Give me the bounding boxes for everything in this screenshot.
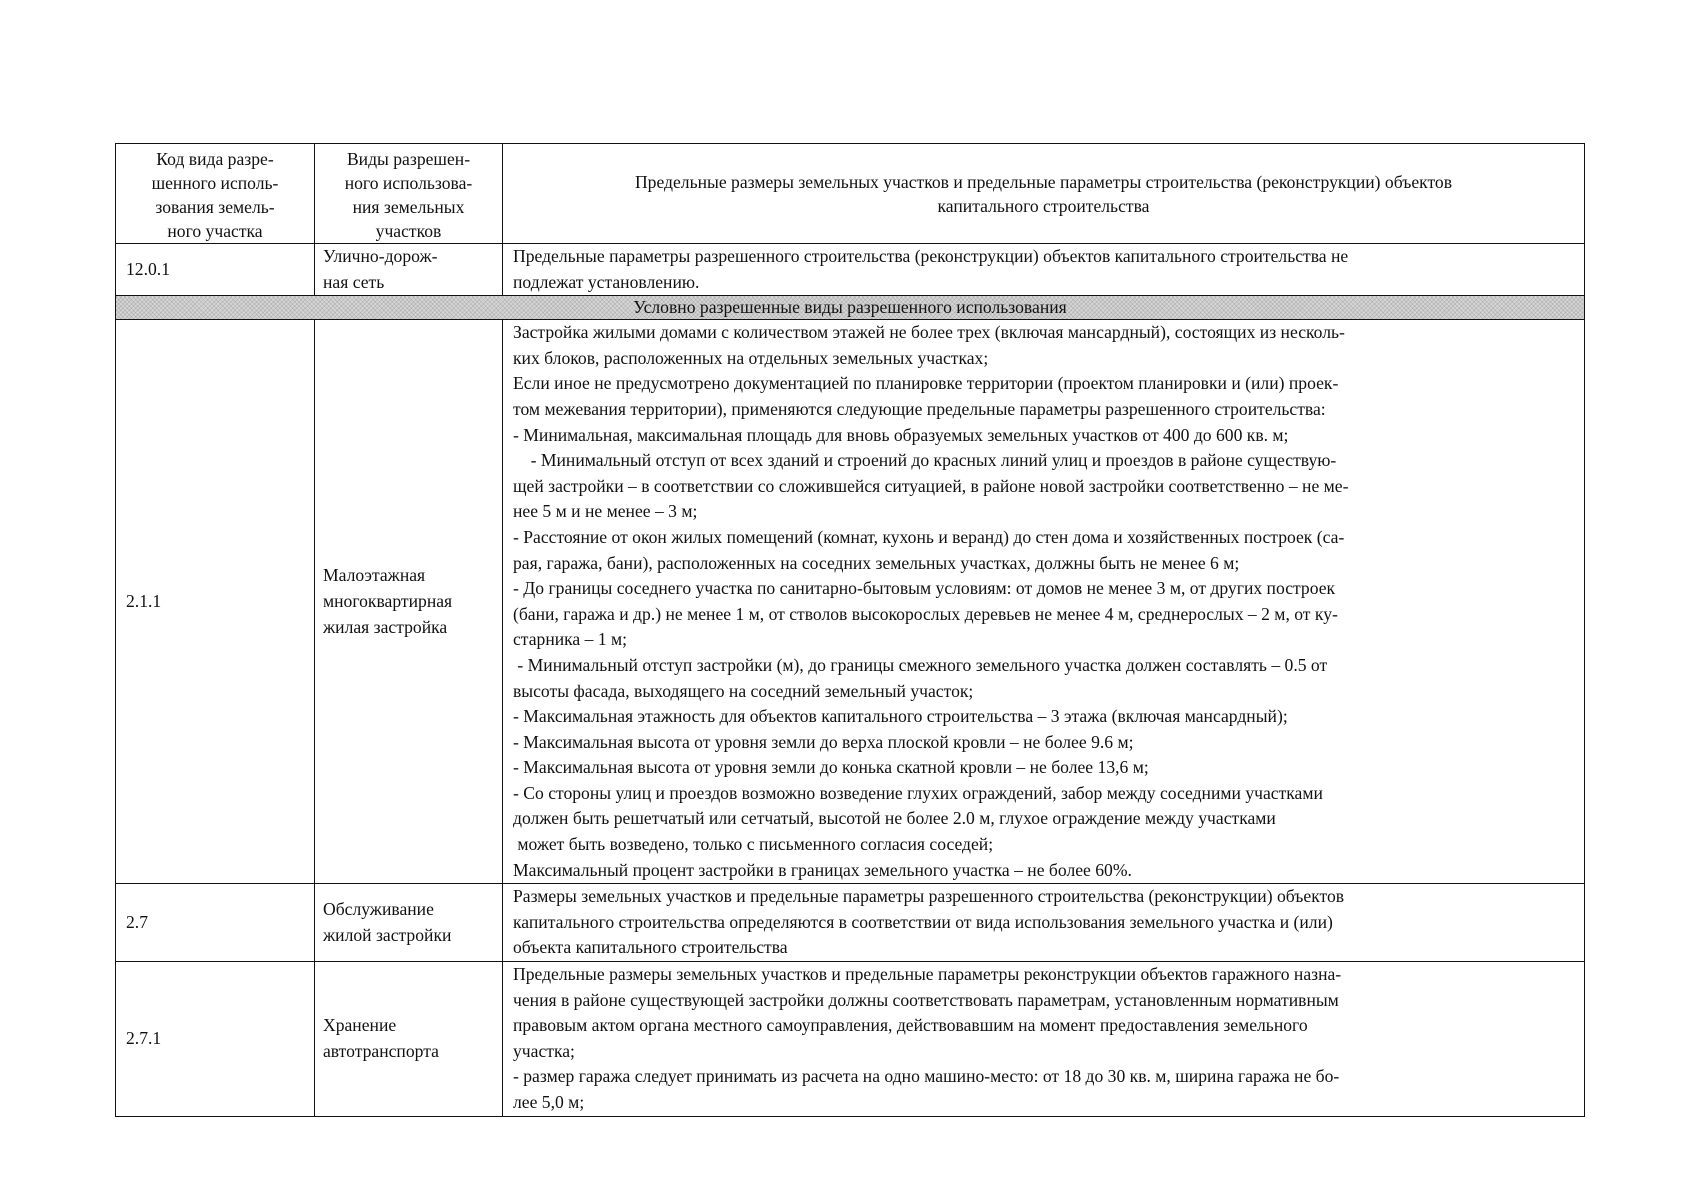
row-params-line: Застройка жилыми домами с количеством этажей не более трех (включая мансардный), состоящих из несколь- <box>513 322 1345 343</box>
header-kind-line: ного использова- <box>344 173 473 193</box>
row-params-line: - Минимальный отступ от всех зданий и строений до красных линий улиц и проездов в районе существую- <box>513 450 1337 471</box>
row-params-line: подлежат установлению. <box>513 271 700 292</box>
section-header-row <box>116 296 1585 320</box>
header-code-line: шенного исполь- <box>151 173 279 193</box>
header-code-line: Код вида разре- <box>156 149 274 169</box>
header-params <box>503 144 1585 244</box>
header-code <box>116 144 315 244</box>
row-params-line: - Максимальная высота от уровня земли до верха плоской кровли – не более 9.6 м; <box>513 731 1134 752</box>
row-params-line: - До границы соседнего участка по санитарно-бытовым условиям: от домов не менее 3 м, от других построек <box>513 578 1336 599</box>
row-params-line: капитального строительства определяются в соответствии от вида использования земельного участка и (или) <box>513 911 1333 932</box>
section-title: Условно разрешенные виды разрешенного использования <box>116 296 1585 320</box>
header-code-line: ного участка <box>167 221 263 241</box>
land-use-regulations-table <box>115 143 1585 1117</box>
row-params-line: - Максимальная высота от уровня земли до конька скатной кровли – не более 13,6 м; <box>513 757 1149 778</box>
row-params-line: (бани, гаража и др.) не менее 1 м, от стволов высокорослых деревьев не менее 4 м, среднерослых – 2 м, от ку- <box>513 603 1338 624</box>
row-params-line: - размер гаража следует принимать из расчета на одно машино-место: от 18 до 30 кв. м, ширина гаража не бо- <box>513 1066 1340 1087</box>
row-params-line: может быть возведено, только с письменного согласия соседей; <box>513 834 994 855</box>
row-code: 2.7 <box>116 884 315 962</box>
row-kind-line: ная сеть <box>323 271 385 292</box>
header-kind-line: участков <box>375 221 442 241</box>
row-params-line: - Расстояние от окон жилых помещений (комнат, кухонь и веранд) до стен дома и хозяйственных построек (са- <box>513 526 1345 547</box>
row-params-line: объекта капитального строительства <box>513 937 788 958</box>
row-code: 2.1.1 <box>116 320 315 884</box>
row-kind-line: Обслуживание <box>323 899 434 920</box>
table-row <box>116 884 1585 962</box>
header-params-line: Предельные размеры земельных участков и предельные параметры строительства (реконструкции) объектов <box>634 171 1453 192</box>
row-params-line: Размеры земельных участков и предельные параметры разрешенного строительства (реконструкции) объектов <box>513 886 1345 907</box>
table-row <box>116 320 1585 884</box>
row-params-line: участка; <box>513 1040 575 1061</box>
row-kind-line: Хранение <box>323 1015 397 1036</box>
row-params-line: Предельные параметры разрешенного строительства (реконструкции) объектов капитального строительства не <box>513 246 1349 266</box>
row-params-line: должен быть решетчатый или сетчатый, высотой не более 2.0 м, глухое ограждение между участками <box>513 808 1276 829</box>
row-params-line: щей застройки – в соответствии со сложившейся ситуацией, в районе новой застройки соответственно – не ме- <box>513 475 1349 496</box>
row-params-line: высоты фасада, выходящего на соседний земельный участок; <box>513 680 974 701</box>
row-kind <box>315 884 503 962</box>
header-kind-line: Виды разрешен- <box>346 149 471 169</box>
row-params-line: - Минимальная, максимальная площадь для вновь образуемых земельных участков от 400 до 600 кв. м; <box>513 424 1289 445</box>
row-params <box>503 884 1585 962</box>
row-kind-line: многоквартирная <box>323 590 453 611</box>
header-params-line: капитального строительства <box>937 195 1150 216</box>
row-code: 2.7.1 <box>116 962 315 1117</box>
row-params <box>503 320 1585 884</box>
row-params-line: правовым актом органа местного самоуправления, действовавшим на момент предоставления земельного <box>513 1015 1308 1036</box>
row-params-line: том межевания территории), применяются следующие предельные параметры разрешенного строительства: <box>513 398 1326 419</box>
row-kind-line: жилая застройка <box>323 616 448 637</box>
row-params-line: - Максимальная этажность для объектов капитального строительства – 3 этажа (включая мансардный); <box>513 706 1288 727</box>
row-params-line: - Со стороны улиц и проездов возможно возведение глухих ограждений, забор между соседними участками <box>513 782 1323 803</box>
row-params-line: нее 5 м и не менее – 3 м; <box>513 501 698 522</box>
header-code-line: зования земель- <box>155 197 275 217</box>
table-header-row <box>116 144 1585 244</box>
row-params-line: рая, гаража, бани), расположенных на соседних земельных участках, должны быть не менее 6 м; <box>513 552 1240 573</box>
header-kind <box>315 144 503 244</box>
row-kind-line: Улично-дорож- <box>323 246 438 266</box>
row-params-line: Если иное не предусмотрено документацией по планировке территории (проектом планировки и (или) проек- <box>513 373 1339 394</box>
header-kind-line: ния земельных <box>352 197 465 217</box>
row-kind <box>315 244 503 296</box>
row-kind-line: Малоэтажная <box>323 565 426 586</box>
row-kind-line: жилой застройки <box>323 924 452 945</box>
row-params-line: чения в районе существующей застройки должны соответствовать параметрам, установленным нормативным <box>513 989 1339 1010</box>
table-row <box>116 962 1585 1117</box>
row-params <box>503 962 1585 1117</box>
row-kind <box>315 962 503 1117</box>
row-kind-line: автотранспорта <box>323 1040 439 1061</box>
table-row <box>116 244 1585 296</box>
row-params <box>503 244 1585 296</box>
row-params-line: - Минимальный отступ застройки (м), до границы смежного земельного участка должен составлять – 0.5 от <box>513 654 1328 675</box>
row-params-line: Предельные размеры земельных участков и предельные параметры реконструкции объектов гаражного назна- <box>513 964 1342 985</box>
row-params-line: ких блоков, расположенных на отдельных земельных участках; <box>513 347 989 368</box>
row-params-line: старника – 1 м; <box>513 629 628 650</box>
row-params-line: лее 5,0 м; <box>513 1092 585 1112</box>
row-kind <box>315 320 503 884</box>
row-params-line: Максимальный процент застройки в границах земельного участка – не более 60%. <box>513 859 1132 880</box>
row-code: 12.0.1 <box>116 244 315 296</box>
